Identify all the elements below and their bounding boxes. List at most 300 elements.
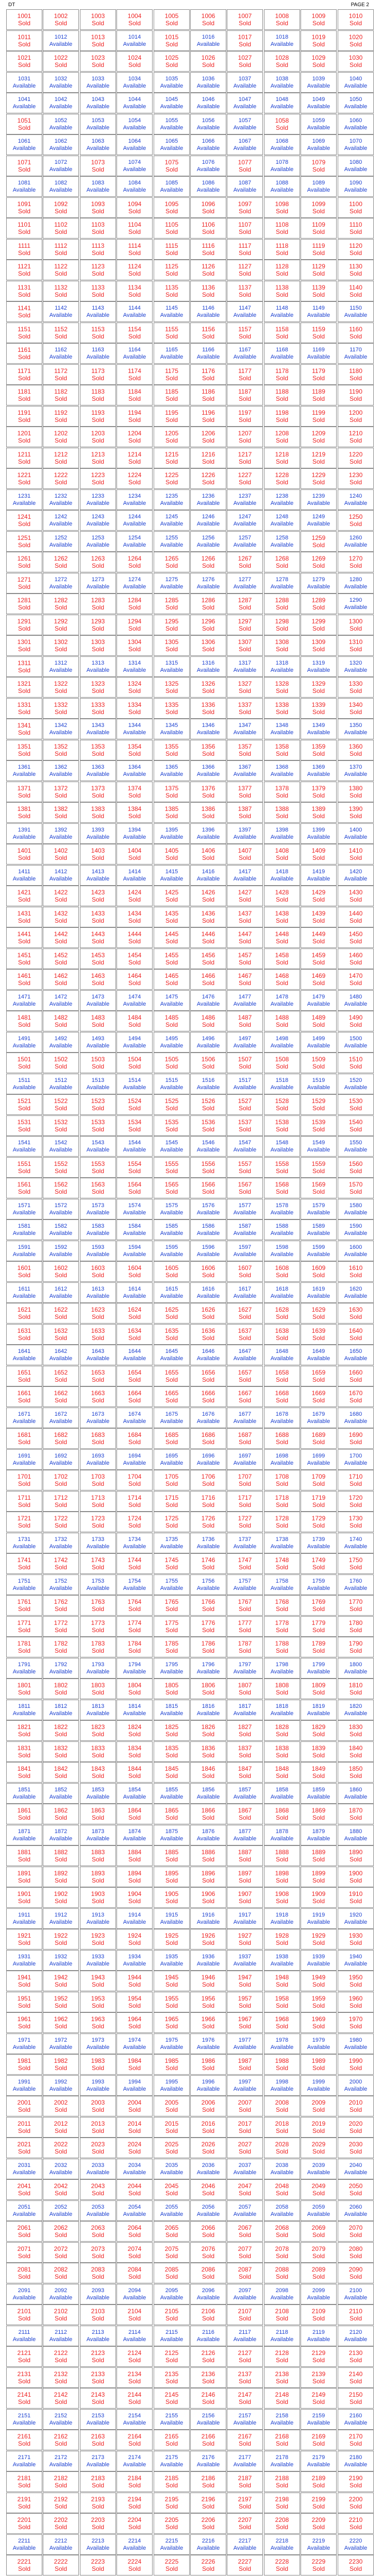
ticket-status: Sold <box>18 2002 31 2009</box>
ticket-status: Available <box>270 1836 294 1842</box>
ticket-cell <box>227 30 263 51</box>
ticket-status: Sold <box>91 2523 105 2531</box>
ticket-status: Sold <box>238 959 252 966</box>
ticket-status: Sold <box>91 1814 105 1821</box>
ticket-status: Available <box>344 166 368 173</box>
ticket-cell <box>301 2263 337 2283</box>
ticket-cell <box>301 1783 337 1804</box>
ticket-cell <box>264 990 300 1011</box>
ticket-status: Available <box>307 2295 330 2301</box>
ticket-status: Available <box>86 2044 110 2050</box>
ticket-number: 1357 <box>238 743 252 750</box>
ticket-status: Available <box>160 1919 184 1925</box>
ticket-status: Sold <box>312 1063 325 1070</box>
ticket-status: Sold <box>202 2503 215 2510</box>
ticket-cell <box>154 2451 190 2471</box>
ticket-status: Sold <box>54 854 68 861</box>
grid-row <box>6 865 373 886</box>
ticket-number: 2065 <box>164 2224 179 2231</box>
ticket-cell <box>117 635 153 656</box>
ticket-cell <box>190 1971 226 1991</box>
ticket-number: 2173 <box>91 2454 105 2461</box>
ticket-cell <box>117 281 153 301</box>
grid-row <box>6 2430 373 2450</box>
ticket-cell <box>80 1074 116 1094</box>
ticket-cell <box>264 1658 300 1679</box>
ticket-number: 1926 <box>201 1932 215 1939</box>
ticket-number: 1296 <box>201 618 215 625</box>
ticket-cell <box>227 1512 263 1532</box>
ticket-number: 2097 <box>238 2287 252 2294</box>
ticket-number: 1403 <box>91 847 105 854</box>
ticket-number: 1748 <box>275 1556 289 1564</box>
ticket-number: 1277 <box>238 577 252 583</box>
ticket-cell <box>338 2388 374 2409</box>
ticket-number: 1932 <box>54 1954 68 1960</box>
ticket-number: 1710 <box>348 1473 363 1480</box>
ticket-cell <box>43 740 79 760</box>
ticket-cell <box>264 510 300 531</box>
ticket-number: 1058 <box>275 117 289 124</box>
ticket-number: 2077 <box>238 2245 252 2252</box>
ticket-cell <box>154 635 190 656</box>
grid-row <box>6 1574 373 1595</box>
ticket-cell <box>301 1241 337 1261</box>
ticket-cell <box>117 677 153 698</box>
ticket-status: Available <box>233 667 257 673</box>
ticket-cell <box>190 1595 226 1616</box>
ticket-cell <box>190 385 226 405</box>
ticket-status: Sold <box>54 1626 68 1634</box>
ticket-number: 1145 <box>165 305 178 311</box>
grid-row <box>6 448 373 468</box>
ticket-status: Sold <box>275 1647 289 1654</box>
ticket-status: Sold <box>349 1167 362 1175</box>
ticket-status: Sold <box>165 395 178 402</box>
ticket-status: Sold <box>165 2064 178 2072</box>
ticket-number: 1111 <box>18 242 31 249</box>
ticket-cell <box>338 1574 374 1595</box>
ticket-cell <box>264 427 300 447</box>
ticket-number: 1827 <box>238 1723 252 1731</box>
ticket-status: Sold <box>54 2440 68 2447</box>
ticket-number: 1961 <box>17 2015 31 2023</box>
ticket-status: Sold <box>91 1105 105 1112</box>
ticket-status: Available <box>344 83 368 89</box>
ticket-cell <box>43 677 79 698</box>
ticket-number: 1454 <box>127 952 142 959</box>
ticket-status: Sold <box>165 708 178 716</box>
ticket-number: 1321 <box>17 680 31 687</box>
ticket-number: 1651 <box>17 1369 31 1376</box>
ticket-number: 2051 <box>18 2204 31 2210</box>
ticket-number: 1824 <box>127 1723 142 1731</box>
ticket-cell <box>227 2159 263 2179</box>
ticket-number: 1783 <box>91 1640 105 1647</box>
ticket-status: Sold <box>349 395 362 402</box>
ticket-cell <box>117 1533 153 1553</box>
grid-row <box>6 1658 373 1679</box>
ticket-status: Available <box>123 2336 146 2343</box>
ticket-status: Available <box>196 730 220 736</box>
ticket-cell <box>117 1595 153 1616</box>
ticket-number: 1228 <box>275 471 289 479</box>
ticket-cell <box>6 281 42 301</box>
ticket-status: Sold <box>238 2440 252 2447</box>
ticket-cell <box>190 865 226 886</box>
ticket-number: 2009 <box>311 2099 326 2106</box>
ticket-cell <box>80 1449 116 1470</box>
ticket-number: 1648 <box>275 1348 289 1354</box>
ticket-status: Sold <box>238 1647 252 1654</box>
ticket-number: 1976 <box>202 2037 215 2043</box>
ticket-cell <box>117 948 153 969</box>
ticket-cell <box>43 1783 79 1804</box>
ticket-number: 1427 <box>238 889 252 896</box>
grid-row <box>6 948 373 969</box>
ticket-number: 2066 <box>201 2224 215 2231</box>
ticket-status: Available <box>233 2170 257 2176</box>
ticket-cell <box>80 1408 116 1428</box>
ticket-number: 2164 <box>127 2433 142 2440</box>
ticket-cell <box>227 1115 263 1136</box>
ticket-status: Sold <box>128 896 141 903</box>
ticket-status: Available <box>49 1293 73 1299</box>
ticket-number: 1727 <box>238 1515 252 1522</box>
ticket-status: Sold <box>18 1021 31 1028</box>
ticket-cell <box>227 2534 263 2555</box>
ticket-status: Available <box>307 1084 330 1091</box>
ticket-status: Sold <box>312 249 325 257</box>
grid-row <box>6 1115 373 1136</box>
ticket-cell <box>227 677 263 698</box>
ticket-status: Available <box>160 500 184 506</box>
ticket-cell <box>43 1908 79 1929</box>
ticket-number: 1949 <box>311 1974 326 1981</box>
ticket-number: 1099 <box>311 200 326 208</box>
ticket-status: Sold <box>312 41 325 48</box>
ticket-cell <box>154 656 190 677</box>
ticket-cell <box>80 1261 116 1282</box>
ticket-status: Available <box>12 1669 36 1675</box>
ticket-status: Sold <box>128 437 141 444</box>
ticket-status: Sold <box>275 2252 289 2260</box>
ticket-cell <box>264 385 300 405</box>
ticket-cell <box>117 1136 153 1157</box>
ticket-number: 1893 <box>91 1870 105 1877</box>
ticket-cell <box>117 886 153 906</box>
ticket-cell <box>154 30 190 51</box>
ticket-status: Sold <box>238 1981 252 1988</box>
ticket-status: Available <box>270 2462 294 2468</box>
ticket-number: 1135 <box>165 284 178 291</box>
ticket-number: 1276 <box>202 577 215 583</box>
ticket-status: Available <box>123 1043 146 1049</box>
ticket-cell <box>264 969 300 990</box>
ticket-number: 2023 <box>91 2141 105 2148</box>
ticket-status: Sold <box>238 1605 252 1613</box>
ticket-cell <box>117 9 153 30</box>
ticket-cell <box>338 2221 374 2242</box>
ticket-number: 1524 <box>127 1097 142 1105</box>
ticket-number: 1326 <box>201 680 215 687</box>
ticket-number: 1120 <box>349 242 362 249</box>
ticket-cell <box>80 301 116 322</box>
ticket-number: 1809 <box>311 1682 326 1689</box>
ticket-number: 1260 <box>349 535 362 541</box>
ticket-number: 1998 <box>275 2079 289 2085</box>
ticket-cell <box>190 927 226 948</box>
ticket-status: Sold <box>238 395 252 402</box>
ticket-number: 1605 <box>164 1264 179 1272</box>
ticket-cell <box>227 2451 263 2471</box>
ticket-status: Sold <box>18 228 31 235</box>
ticket-status: Sold <box>91 1856 105 1863</box>
ticket-cell <box>264 1449 300 1470</box>
ticket-cell <box>117 114 153 134</box>
ticket-status: Sold <box>18 1438 31 1446</box>
ticket-cell <box>43 2493 79 2513</box>
grid-row <box>6 1428 373 1449</box>
ticket-cell <box>190 990 226 1011</box>
ticket-number: 1013 <box>91 33 105 41</box>
ticket-status: Sold <box>54 1438 68 1446</box>
ticket-status: Sold <box>91 1126 105 1133</box>
ticket-number: 1617 <box>238 1286 252 1292</box>
ticket-cell <box>227 2138 263 2158</box>
ticket-status: Sold <box>128 1438 141 1446</box>
ticket-number: 1116 <box>202 242 215 249</box>
ticket-number: 1569 <box>311 1181 326 1188</box>
ticket-status: Available <box>86 1355 110 1362</box>
ticket-number: 1581 <box>18 1223 31 1229</box>
ticket-number: 2131 <box>17 2370 31 2378</box>
ticket-number: 1405 <box>164 847 179 854</box>
ticket-status: Sold <box>91 1522 105 1529</box>
ticket-cell <box>301 2471 337 2492</box>
ticket-status: Available <box>196 584 220 590</box>
ticket-cell <box>190 2242 226 2263</box>
grid-row <box>6 239 373 260</box>
ticket-status: Sold <box>54 2148 68 2155</box>
ticket-cell <box>227 2304 263 2325</box>
ticket-number: 1184 <box>128 388 141 395</box>
ticket-status: Available <box>86 2295 110 2301</box>
ticket-number: 1441 <box>17 930 31 938</box>
ticket-cell <box>6 802 42 823</box>
ticket-number: 1492 <box>54 1036 68 1042</box>
ticket-cell <box>6 2054 42 2075</box>
ticket-number: 1327 <box>238 680 252 687</box>
ticket-number: 1772 <box>54 1619 68 1626</box>
ticket-number: 1141 <box>18 304 31 312</box>
ticket-cell <box>301 218 337 239</box>
ticket-number: 1821 <box>17 1723 31 1731</box>
ticket-number: 1550 <box>349 1140 362 1146</box>
ticket-number: 2124 <box>127 2349 142 2357</box>
ticket-cell <box>264 740 300 760</box>
ticket-number: 1943 <box>91 1974 105 1981</box>
ticket-cell <box>117 927 153 948</box>
ticket-status: Sold <box>275 437 289 444</box>
ticket-number: 2143 <box>91 2391 105 2398</box>
ticket-number: 1503 <box>91 1056 105 1063</box>
ticket-cell <box>227 281 263 301</box>
ticket-status: Sold <box>202 2148 215 2155</box>
ticket-cell <box>117 2513 153 2534</box>
ticket-number: 2064 <box>127 2224 142 2231</box>
ticket-status: Available <box>233 312 257 318</box>
ticket-cell <box>301 1574 337 1595</box>
ticket-status: Sold <box>349 1376 362 1383</box>
ticket-number: 1791 <box>18 1662 31 1668</box>
ticket-status: Sold <box>238 375 252 382</box>
ticket-cell <box>6 1408 42 1428</box>
ticket-cell <box>338 719 374 739</box>
ticket-number: 2222 <box>54 2558 68 2565</box>
ticket-number: 2187 <box>238 2475 252 2482</box>
ticket-cell <box>6 1491 42 1512</box>
ticket-status: Sold <box>275 2231 289 2239</box>
ticket-number: 1030 <box>348 54 363 61</box>
ticket-status: Sold <box>202 1605 215 1613</box>
ticket-status: Available <box>233 145 257 151</box>
ticket-status: Sold <box>349 854 362 861</box>
ticket-cell <box>43 2513 79 2534</box>
ticket-status: Sold <box>238 2127 252 2134</box>
ticket-cell <box>301 1408 337 1428</box>
ticket-number: 2153 <box>91 2413 105 2419</box>
grid-row <box>6 260 373 280</box>
ticket-cell <box>154 594 190 614</box>
ticket-cell <box>117 1992 153 2012</box>
ticket-number: 2135 <box>164 2370 179 2378</box>
ticket-cell <box>190 1428 226 1449</box>
ticket-number: 1672 <box>54 1411 68 1417</box>
ticket-cell <box>117 1762 153 1783</box>
ticket-status: Available <box>233 1418 257 1425</box>
ticket-status: Sold <box>349 1877 362 1884</box>
ticket-status: Sold <box>18 2148 31 2155</box>
ticket-number: 1700 <box>349 1453 362 1459</box>
ticket-cell <box>80 802 116 823</box>
ticket-cell <box>227 698 263 719</box>
ticket-number: 1624 <box>127 1306 142 1313</box>
ticket-number: 1661 <box>17 1389 31 1397</box>
ticket-number: 2089 <box>311 2266 326 2273</box>
ticket-number: 1154 <box>128 326 141 333</box>
ticket-cell <box>43 886 79 906</box>
ticket-status: Available <box>344 542 368 548</box>
ticket-number: 1021 <box>17 54 31 61</box>
ticket-status: Sold <box>202 1188 215 1195</box>
ticket-number: 1270 <box>348 555 363 562</box>
ticket-cell <box>338 260 374 280</box>
ticket-cell <box>301 301 337 322</box>
ticket-number: 1287 <box>238 597 252 604</box>
ticket-status: Available <box>307 834 330 840</box>
ticket-number: 2204 <box>127 2516 142 2523</box>
ticket-cell <box>264 635 300 656</box>
ticket-number: 1170 <box>350 347 362 353</box>
ticket-number: 1053 <box>91 117 105 124</box>
ticket-number: 1539 <box>311 1118 326 1126</box>
ticket-status: Sold <box>202 979 215 987</box>
grid-row <box>6 1992 373 2012</box>
ticket-status: Sold <box>91 333 105 340</box>
ticket-cell <box>264 2346 300 2367</box>
ticket-status: Sold <box>238 2503 252 2510</box>
ticket-cell <box>227 343 263 364</box>
ticket-cell <box>6 990 42 1011</box>
ticket-number: 1743 <box>91 1556 105 1564</box>
ticket-cell <box>338 1533 374 1553</box>
ticket-cell <box>338 1992 374 2012</box>
ticket-number: 1611 <box>18 1286 30 1292</box>
ticket-status: Available <box>160 1355 184 1362</box>
ticket-status: Sold <box>202 2064 215 2072</box>
ticket-number: 2098 <box>275 2287 289 2294</box>
grid-row <box>6 2534 373 2555</box>
grid-row <box>6 197 373 218</box>
ticket-status: Sold <box>91 1647 105 1654</box>
ticket-number: 2217 <box>238 2538 252 2544</box>
ticket-status: Available <box>86 521 110 527</box>
ticket-number: 1912 <box>54 1912 68 1918</box>
ticket-number: 1564 <box>127 1181 142 1188</box>
ticket-cell <box>190 1241 226 1261</box>
grid-row <box>6 1762 373 1783</box>
grid-row <box>6 176 373 197</box>
ticket-status: Sold <box>312 1626 325 1634</box>
ticket-cell <box>117 823 153 844</box>
ticket-number: 2211 <box>18 2538 30 2544</box>
ticket-cell <box>338 2117 374 2138</box>
ticket-status: Available <box>196 500 220 506</box>
ticket-number: 1756 <box>202 1578 215 1584</box>
ticket-status: Available <box>344 1293 368 1299</box>
ticket-number: 1808 <box>275 1682 289 1689</box>
ticket-status: Available <box>160 1710 184 1717</box>
ticket-number: 1375 <box>164 785 179 792</box>
ticket-status: Sold <box>54 1772 68 1780</box>
ticket-status: Sold <box>165 792 178 799</box>
ticket-cell <box>80 1971 116 1991</box>
ticket-status: Available <box>196 2086 220 2092</box>
ticket-status: Sold <box>202 854 215 861</box>
ticket-cell <box>190 802 226 823</box>
ticket-number: 1885 <box>164 1849 179 1856</box>
ticket-status: Available <box>270 83 294 89</box>
ticket-number: 1583 <box>91 1223 105 1229</box>
ticket-cell <box>301 865 337 886</box>
ticket-status: Sold <box>275 2148 289 2155</box>
ticket-cell <box>80 1282 116 1303</box>
ticket-number: 1747 <box>238 1556 252 1564</box>
ticket-number: 1251 <box>17 534 31 541</box>
ticket-status: Sold <box>275 1731 289 1738</box>
ticket-cell <box>338 2367 374 2388</box>
ticket-number: 1606 <box>201 1264 215 1272</box>
ticket-number: 2093 <box>91 2287 105 2294</box>
ticket-cell <box>154 2159 190 2179</box>
ticket-cell <box>338 93 374 113</box>
ticket-status: Sold <box>312 1897 325 1905</box>
grid-row <box>6 1950 373 1971</box>
ticket-number: 1933 <box>91 1954 105 1960</box>
ticket-status: Available <box>344 2336 368 2343</box>
ticket-status: Available <box>270 1710 294 1717</box>
